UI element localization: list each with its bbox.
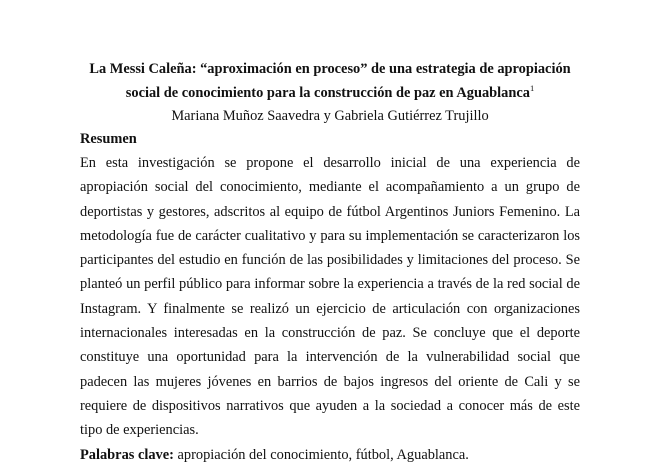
abstract-text: En esta investigación se propone el desarrollo inicial de una experiencia de apropiación social del conocimiento, mediante el acompañamiento a un grupo de deportistas y gestores, adscritos al equipo de fútbol Argentinos Juniors Femenino. La metodología fue de carácter cualitativo y para su implementación se caracterizaron los participantes del estudio en función de las posibilidades y limitaciones del proceso. Se planteó un perfil público para informar sobre la experiencia a través de la red social de Instagram. Y finalmente se realizó un ejercicio de articulación con organizaciones internacionales interesadas en la construcción de paz. Se concluye que el deporte constituye una oportunidad para la intervención de la vulnerabilidad social que padecen las mujeres jóvenes en barrios de bajos ingresos del oriente de Cali y se requiere de dispositivos narrativos que ayuden a la sociedad a conocer más de este tipo de experiencias. bbox=[80, 155, 580, 439]
authors: Mariana Muñoz Saavedra y Gabriela Gutiérrez Trujillo bbox=[171, 108, 489, 124]
title-line-1: La Messi Caleña: “aproximación en proceso” de una estrategia de apropiación bbox=[89, 61, 571, 77]
abstract-heading: Resumen bbox=[80, 131, 137, 147]
keywords-text: apropiación del conocimiento, fútbol, Aguablanca. bbox=[177, 446, 469, 463]
document-page bbox=[80, 57, 580, 467]
title-line-2: social de conocimiento para la construcción de paz en Aguablanca bbox=[125, 85, 530, 101]
footnote-marker[interactable]: 1 bbox=[529, 83, 535, 94]
keywords bbox=[80, 443, 580, 467]
document-title bbox=[80, 57, 580, 105]
keywords-label: Palabras clave: bbox=[80, 446, 174, 463]
